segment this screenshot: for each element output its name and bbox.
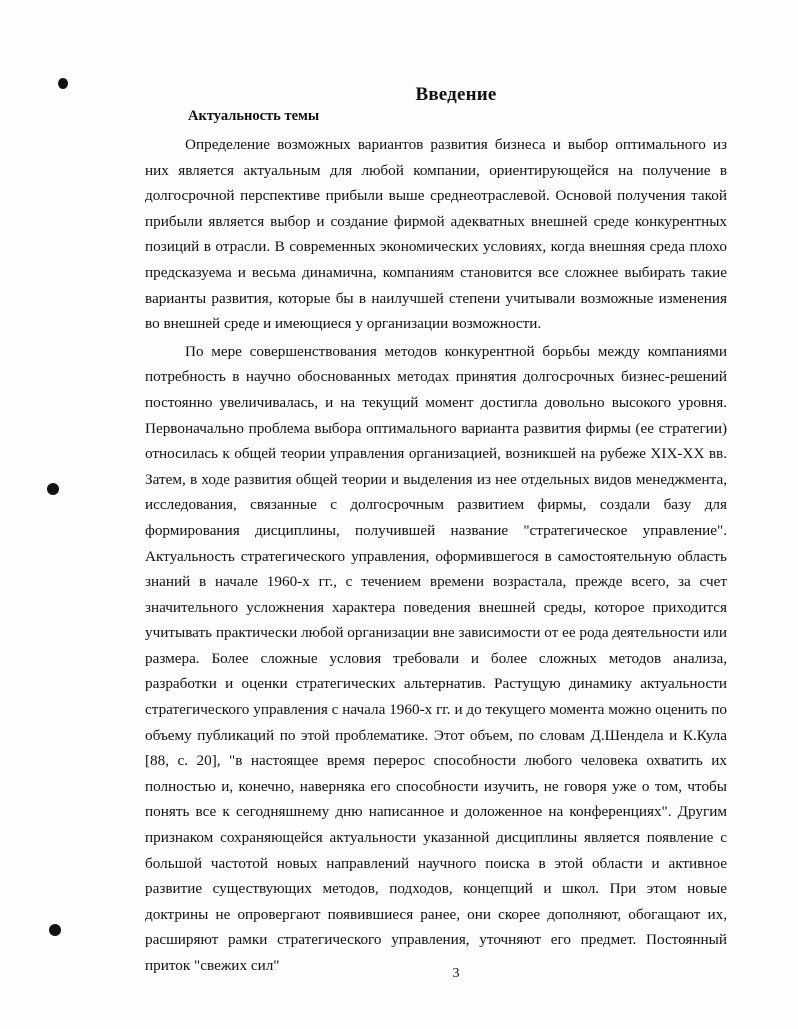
section-subtitle: Актуальность темы [188, 108, 320, 124]
page-number: 3 [452, 966, 460, 981]
body-text [145, 132, 727, 979]
punch-hole-mark [49, 924, 61, 936]
paragraph-2: По мере совершенствования методов конкурентной борьбы между компаниями потребность в научно обоснованных методах принятия долгосрочных бизнес-решений постоянно увеличивалась, и на текущий момент достигла довольно высокого уровня. Первоначально проблема выбора оптимального варианта развития фирмы (ее стратегии) относилась к общей теории управления организацией, возникшей на рубеже XIX-XX вв. Затем, в ходе развития общей теории и выделения из нее отдельных видов менеджмента, исследования, связанные с долгосрочным развитием фирмы, создали базу для формирования дисциплины, получившей название "стратегическое управление". Актуальность стратегического управления, оформившегося в самостоятельную область знаний в начале 1960-х гг., с течением времени возрастала, прежде всего, за счет значительного усложнения характера поведения внешней среды, которое приходится учитывать практически любой организации вне зависимости от ее рода деятельности или размера. Более сложные условия требовали и более сложных методов анализа, разработки и оценки стратегических альтернатив. Растущую динамику актуальности стратегического управления с начала 1960-х гг. и до текущего момента можно оценить по объему публикаций по этой проблематике. Этот объем, по словам Д.Шендела и К.Кула [88, с. 20], "в настоящее время перерос способности любого человека охватить их полностью и, конечно, наверняка его способности изучить, не говоря уже о том, чтобы понять все к сегодняшнему дню написанное и доложенное на конференциях". Другим признаком сохраняющейся актуальности указанной дисциплины является появление с большой частотой новых направлений научного поиска в этой области и активное развитие существующих методов, подходов, концепций и школ. При этом новые доктрины не опровергают появившиеся ранее, они скорее дополняют, обогащают их, расширяют рамки стратегического управления, уточняют его предмет. Постоянный приток "свежих сил" [145, 342, 727, 974]
paragraph-1: Определение возможных вариантов развития бизнеса и выбор оптимального из них является актуальным для любой компании, ориентирующейся на получение в долгосрочной перспективе прибыли выше среднеотраслевой. Основой получения такой прибыли является выбор и создание фирмой адекватных внешней среде конкурентных позиций в отрасли. В современных экономических условиях, когда внешняя среда плохо предсказуема и весьма динамична, компаниям становится все сложнее выбирать такие варианты развития, которые бы в наилучшей степени учитывали возможные изменения во внешней среде и имеющиеся у организации возможности. [145, 136, 727, 333]
page-title: Введение [415, 84, 497, 105]
punch-hole-mark [47, 483, 59, 495]
